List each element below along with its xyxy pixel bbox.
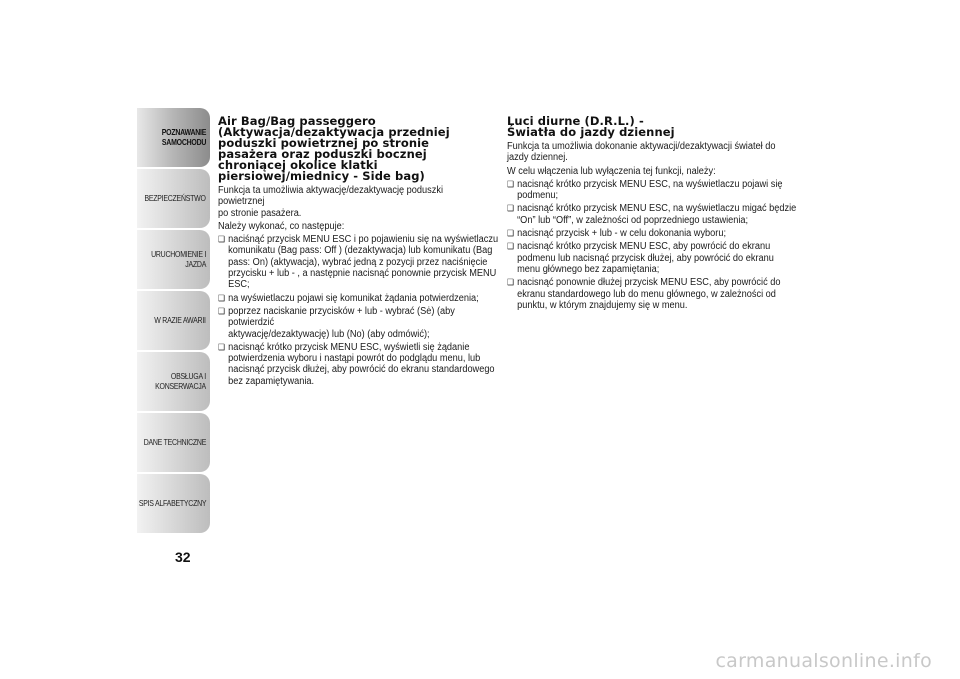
tab-label: BEZPIECZEŃSTWO — [144, 192, 206, 203]
heading-line: Światła do jazdy dziennej — [507, 125, 675, 139]
right-column-drl — [507, 114, 797, 313]
list-item: ❑ na wyświetlaczu pojawi się komunikat żądania potwierdzenia; — [218, 293, 498, 304]
tab-label: W RAZIE AWARII — [154, 314, 206, 325]
tab-bezpieczenstwo[interactable] — [137, 169, 210, 228]
list-item: ❑ nacisnąć krótko przycisk MENU ESC, na wyświetlaczu migać będzie “On” lub “Off”, w zależności od poprzedniego ustawienia; — [507, 203, 800, 226]
tab-label: POZNAWANIE SAMOCHODU — [161, 126, 206, 147]
watermark: carmanualsonline.info — [715, 650, 932, 672]
heading-line: (Aktywacja/dezaktywacja przedniej — [218, 125, 450, 139]
heading-line: chroniącej okolice klatki — [218, 158, 378, 172]
intro-paragraph: Funkcja ta umożliwia aktywację/dezaktywację poduszki powietrznej po stronie pasażera. — [218, 185, 443, 219]
tab-uruchomienie-i-jazda[interactable] — [137, 230, 210, 289]
tab-w-razie-awarii[interactable] — [137, 291, 210, 350]
tab-poznawanie-samochodu[interactable] — [137, 108, 210, 167]
list-item: ❑ nacisnąć krótko przycisk MENU ESC, wyświetli się żądanie potwierdzenia wyboru i nastąpi powrót do podglądu menu, lub nacisnąć przycisk dłużej, aby powrócić do ekranu standardowego bez zapamiętywania. — [218, 342, 498, 387]
page-number: 32 — [175, 549, 191, 565]
tab-label: OBSŁUGA I KONSERWACJA — [155, 370, 206, 391]
list-item: ❑ naciśnąć przycisk MENU ESC i po pojawieniu się na wyświetlaczu komunikatu (Bag pass: Off ) (dezaktywacja) lub komunikatu (Bag pass: On) (aktywacja), wybrać jedną z pozycji przez naciśnięcie przycisku + lub - , a następnie nacisnąć ponownie przycisk MENU ESC; — [218, 234, 498, 290]
list-item: ❑ poprzez naciskanie przycisków + lub - wybrać (Sė) (aby potwierdzić aktywację/dezaktywację) lub (No) (aby odmówić); — [218, 306, 498, 340]
chapter-tabs — [137, 108, 210, 535]
list-item: ❑ nacisnąć krótko przycisk MENU ESC, aby powrócić do ekranu podmenu lub nacisnąć przycisk dłużej, aby powrócić do ekranu menu głównego bez zapamiętania; — [507, 241, 800, 275]
tab-obsluga-i-konserwacja[interactable] — [137, 352, 210, 411]
section-heading-drl — [507, 116, 792, 138]
list-item: ❑ nacisnąć ponownie dłużej przycisk MENU ESC, aby powrócić do ekranu standardowego lub do menu głównego, w zależności od punktu, w którym znajdujemy się w menu. — [507, 277, 800, 311]
instruction-paragraph: Należy wykonać, co następuje: — [218, 220, 345, 232]
heading-line: poduszki powietrznej po stronie — [218, 136, 430, 150]
tab-label: SPIS ALFABETYCZNY — [138, 497, 206, 508]
heading-line: piersiowej/miednicy - Side bag) — [218, 169, 425, 183]
intro-paragraph: Funkcja ta umożliwia dokonanie aktywacji/dezaktywacji świateł do jazdy dziennej. — [507, 141, 776, 164]
instruction-paragraph: W celu włączenia lub wyłączenia tej funkcji, należy: — [507, 165, 716, 177]
heading-line: Luci diurne (D.R.L.) - — [507, 114, 644, 128]
tab-dane-techniczne[interactable] — [137, 413, 210, 472]
tab-label: DANE TECHNICZNE — [143, 436, 206, 447]
heading-line: pasażera oraz poduszki bocznej — [218, 147, 427, 161]
heading-line: Air Bag/Bag passeggero — [218, 114, 376, 128]
tab-spis-alfabetyczny[interactable] — [137, 474, 210, 533]
section-heading-airbag — [218, 116, 490, 182]
left-column-airbag — [218, 114, 499, 389]
list-item: ❑ nacisnąć przycisk + lub - w celu dokonania wyboru; — [507, 228, 800, 239]
tab-label: URUCHOMIENIE I JAZDA — [150, 248, 206, 269]
list-item: ❑ nacisnąć krótko przycisk MENU ESC, na wyświetlaczu pojawi się podmenu; — [507, 179, 800, 202]
